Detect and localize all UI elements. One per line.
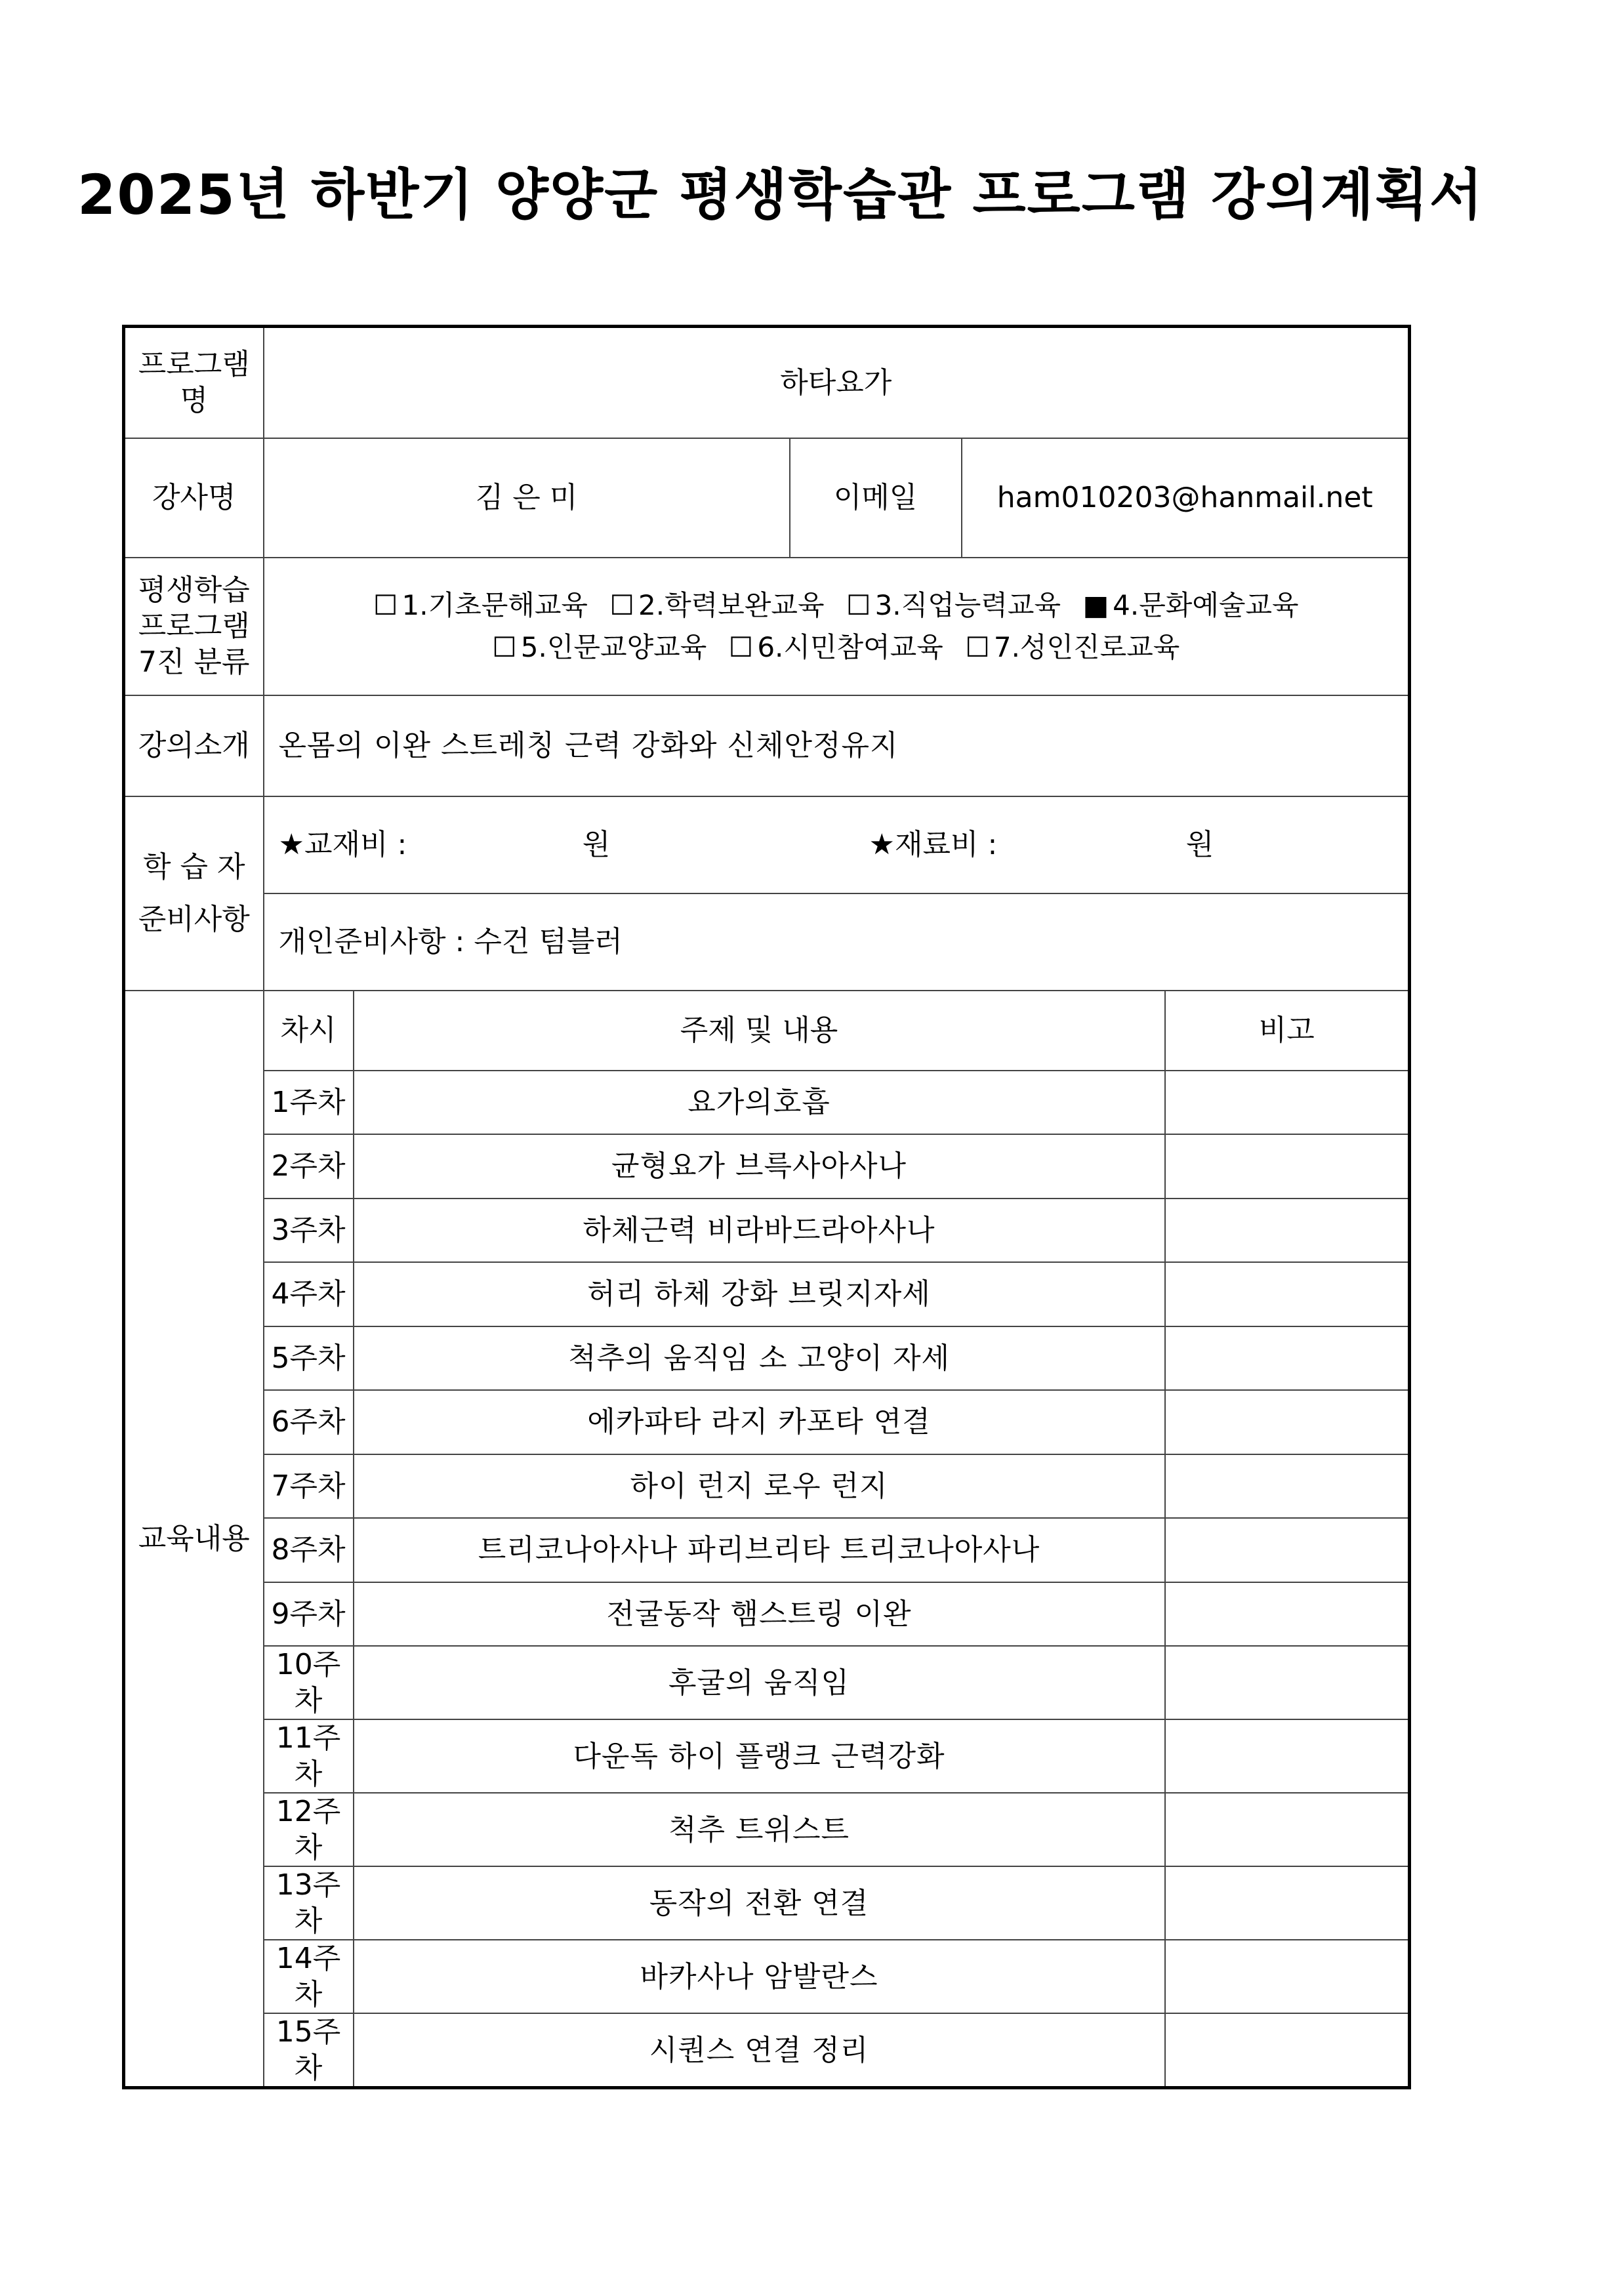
checkbox-icon: ☐ (373, 588, 398, 621)
category-option-6[interactable]: ☐ 6.시민참여교육 (728, 630, 943, 663)
textbook-cost: ★교재비 : 원 (278, 828, 611, 861)
note-cell (1165, 1326, 1410, 1391)
note-cell (1165, 1646, 1410, 1719)
topic-cell: 척추의 움직임 소 고양이 자세 (354, 1326, 1165, 1391)
session-cell: 7주차 (264, 1454, 354, 1519)
note-cell (1165, 1940, 1410, 2013)
intro-label: 강의소개 (124, 695, 264, 796)
lecture-plan-table (122, 325, 1411, 2089)
note-cell (1165, 1199, 1410, 1263)
curriculum-row (124, 1326, 1410, 1391)
curriculum-row (124, 1454, 1410, 1519)
session-cell: 13주차 (264, 1866, 354, 1940)
session-cell: 9주차 (264, 1582, 354, 1647)
session-cell: 12주차 (264, 1793, 354, 1866)
topic-cell: 동작의 전환 연결 (354, 1866, 1165, 1940)
topic-cell: 전굴동작 햄스트링 이완 (354, 1582, 1165, 1647)
email-label: 이메일 (790, 438, 962, 558)
topic-cell: 하이 런지 로우 런지 (354, 1454, 1165, 1519)
topic-cell: 후굴의 움직임 (354, 1646, 1165, 1719)
note-header: 비고 (1165, 991, 1410, 1071)
curriculum-row (124, 1793, 1410, 1866)
category-label: 평생학습 프로그램 7진 분류 (124, 558, 264, 695)
curriculum-row (124, 1199, 1410, 1263)
session-cell: 2주차 (264, 1134, 354, 1199)
note-cell (1165, 1518, 1410, 1582)
note-cell (1165, 1793, 1410, 1866)
curriculum-row (124, 1719, 1410, 1793)
topic-cell: 허리 하체 강화 브릿지자세 (354, 1262, 1165, 1326)
instructor-label: 강사명 (124, 438, 264, 558)
document-title: 2025년 하반기 양양군 평생학습관 프로그램 강의계획서 (77, 163, 1485, 227)
category-option-5[interactable]: ☐ 5.인문교양교육 (492, 630, 707, 663)
curriculum-row (124, 1940, 1410, 2013)
curriculum-row (124, 1518, 1410, 1582)
checkbox-icon: ☐ (728, 630, 754, 663)
topic-cell: 에카파타 라지 카포타 연결 (354, 1390, 1165, 1454)
session-cell: 1주차 (264, 1071, 354, 1135)
topic-cell: 균형요가 브륵사아사나 (354, 1134, 1165, 1199)
note-cell (1165, 1390, 1410, 1454)
curriculum-row (124, 2013, 1410, 2088)
topic-cell: 하체근력 비라바드라아사나 (354, 1199, 1165, 1263)
curriculum-row (124, 1866, 1410, 1940)
checkbox-icon: ☐ (846, 588, 871, 621)
instructor-name: 김 은 미 (264, 438, 790, 558)
personal-prep: 개인준비사항 : 수건 텀블러 (264, 893, 1410, 991)
program-name-label: 프로그램명 (124, 327, 264, 438)
topic-header: 주제 및 내용 (354, 991, 1165, 1071)
category-line-2 (264, 626, 1408, 668)
curriculum-row (124, 1646, 1410, 1719)
category-option-3[interactable]: ☐ 3.직업능력교육 (846, 588, 1061, 621)
curriculum-row (124, 1134, 1410, 1199)
note-cell (1165, 1071, 1410, 1135)
topic-cell: 척추 트위스트 (354, 1793, 1165, 1866)
session-cell: 15주차 (264, 2013, 354, 2088)
session-cell: 14주차 (264, 1940, 354, 2013)
session-cell: 5주차 (264, 1326, 354, 1391)
category-option-2[interactable]: ☐ 2.학력보완교육 (609, 588, 825, 621)
curriculum-row (124, 1071, 1410, 1135)
session-header: 차시 (264, 991, 354, 1071)
topic-cell: 시퀀스 연결 정리 (354, 2013, 1165, 2088)
curriculum-row (124, 1582, 1410, 1647)
checkbox-checked-icon: ■ (1082, 588, 1109, 621)
material-cost: ★재료비 : 원 (869, 828, 1214, 861)
category-option-7[interactable]: ☐ 7.성인진로교육 (965, 630, 1180, 663)
category-option-4[interactable]: ■ 4.문화예술교육 (1082, 588, 1299, 621)
note-cell (1165, 1454, 1410, 1519)
checkbox-icon: ☐ (492, 630, 517, 663)
session-cell: 8주차 (264, 1518, 354, 1582)
intro-value: 온몸의 이완 스트레칭 근력 강화와 신체안정유지 (264, 695, 1410, 796)
email-value: ham010203@hanmail.net (962, 438, 1410, 558)
session-cell: 4주차 (264, 1262, 354, 1326)
checkbox-icon: ☐ (965, 630, 990, 663)
note-cell (1165, 1582, 1410, 1647)
curriculum-row (124, 1390, 1410, 1454)
note-cell (1165, 1134, 1410, 1199)
session-cell: 10주차 (264, 1646, 354, 1719)
category-options (264, 558, 1410, 695)
session-cell: 11주차 (264, 1719, 354, 1793)
curriculum-label: 교육내용 (124, 991, 264, 2088)
topic-cell: 요가의호흡 (354, 1071, 1165, 1135)
note-cell (1165, 2013, 1410, 2088)
program-name-value: 하타요가 (264, 327, 1410, 438)
session-cell: 3주차 (264, 1199, 354, 1263)
checkbox-icon: ☐ (609, 588, 635, 621)
note-cell (1165, 1262, 1410, 1326)
category-line-1 (264, 584, 1408, 626)
cost-row (264, 796, 1410, 893)
topic-cell: 다운독 하이 플랭크 근력강화 (354, 1719, 1165, 1793)
note-cell (1165, 1719, 1410, 1793)
topic-cell: 바카사나 암발란스 (354, 1940, 1165, 2013)
note-cell (1165, 1866, 1410, 1940)
prep-label: 학 습 자 준비사항 (124, 796, 264, 991)
curriculum-row (124, 1262, 1410, 1326)
category-option-1[interactable]: ☐ 1.기초문해교육 (373, 588, 588, 621)
session-cell: 6주차 (264, 1390, 354, 1454)
topic-cell: 트리코나아사나 파리브리타 트리코나아사나 (354, 1518, 1165, 1582)
